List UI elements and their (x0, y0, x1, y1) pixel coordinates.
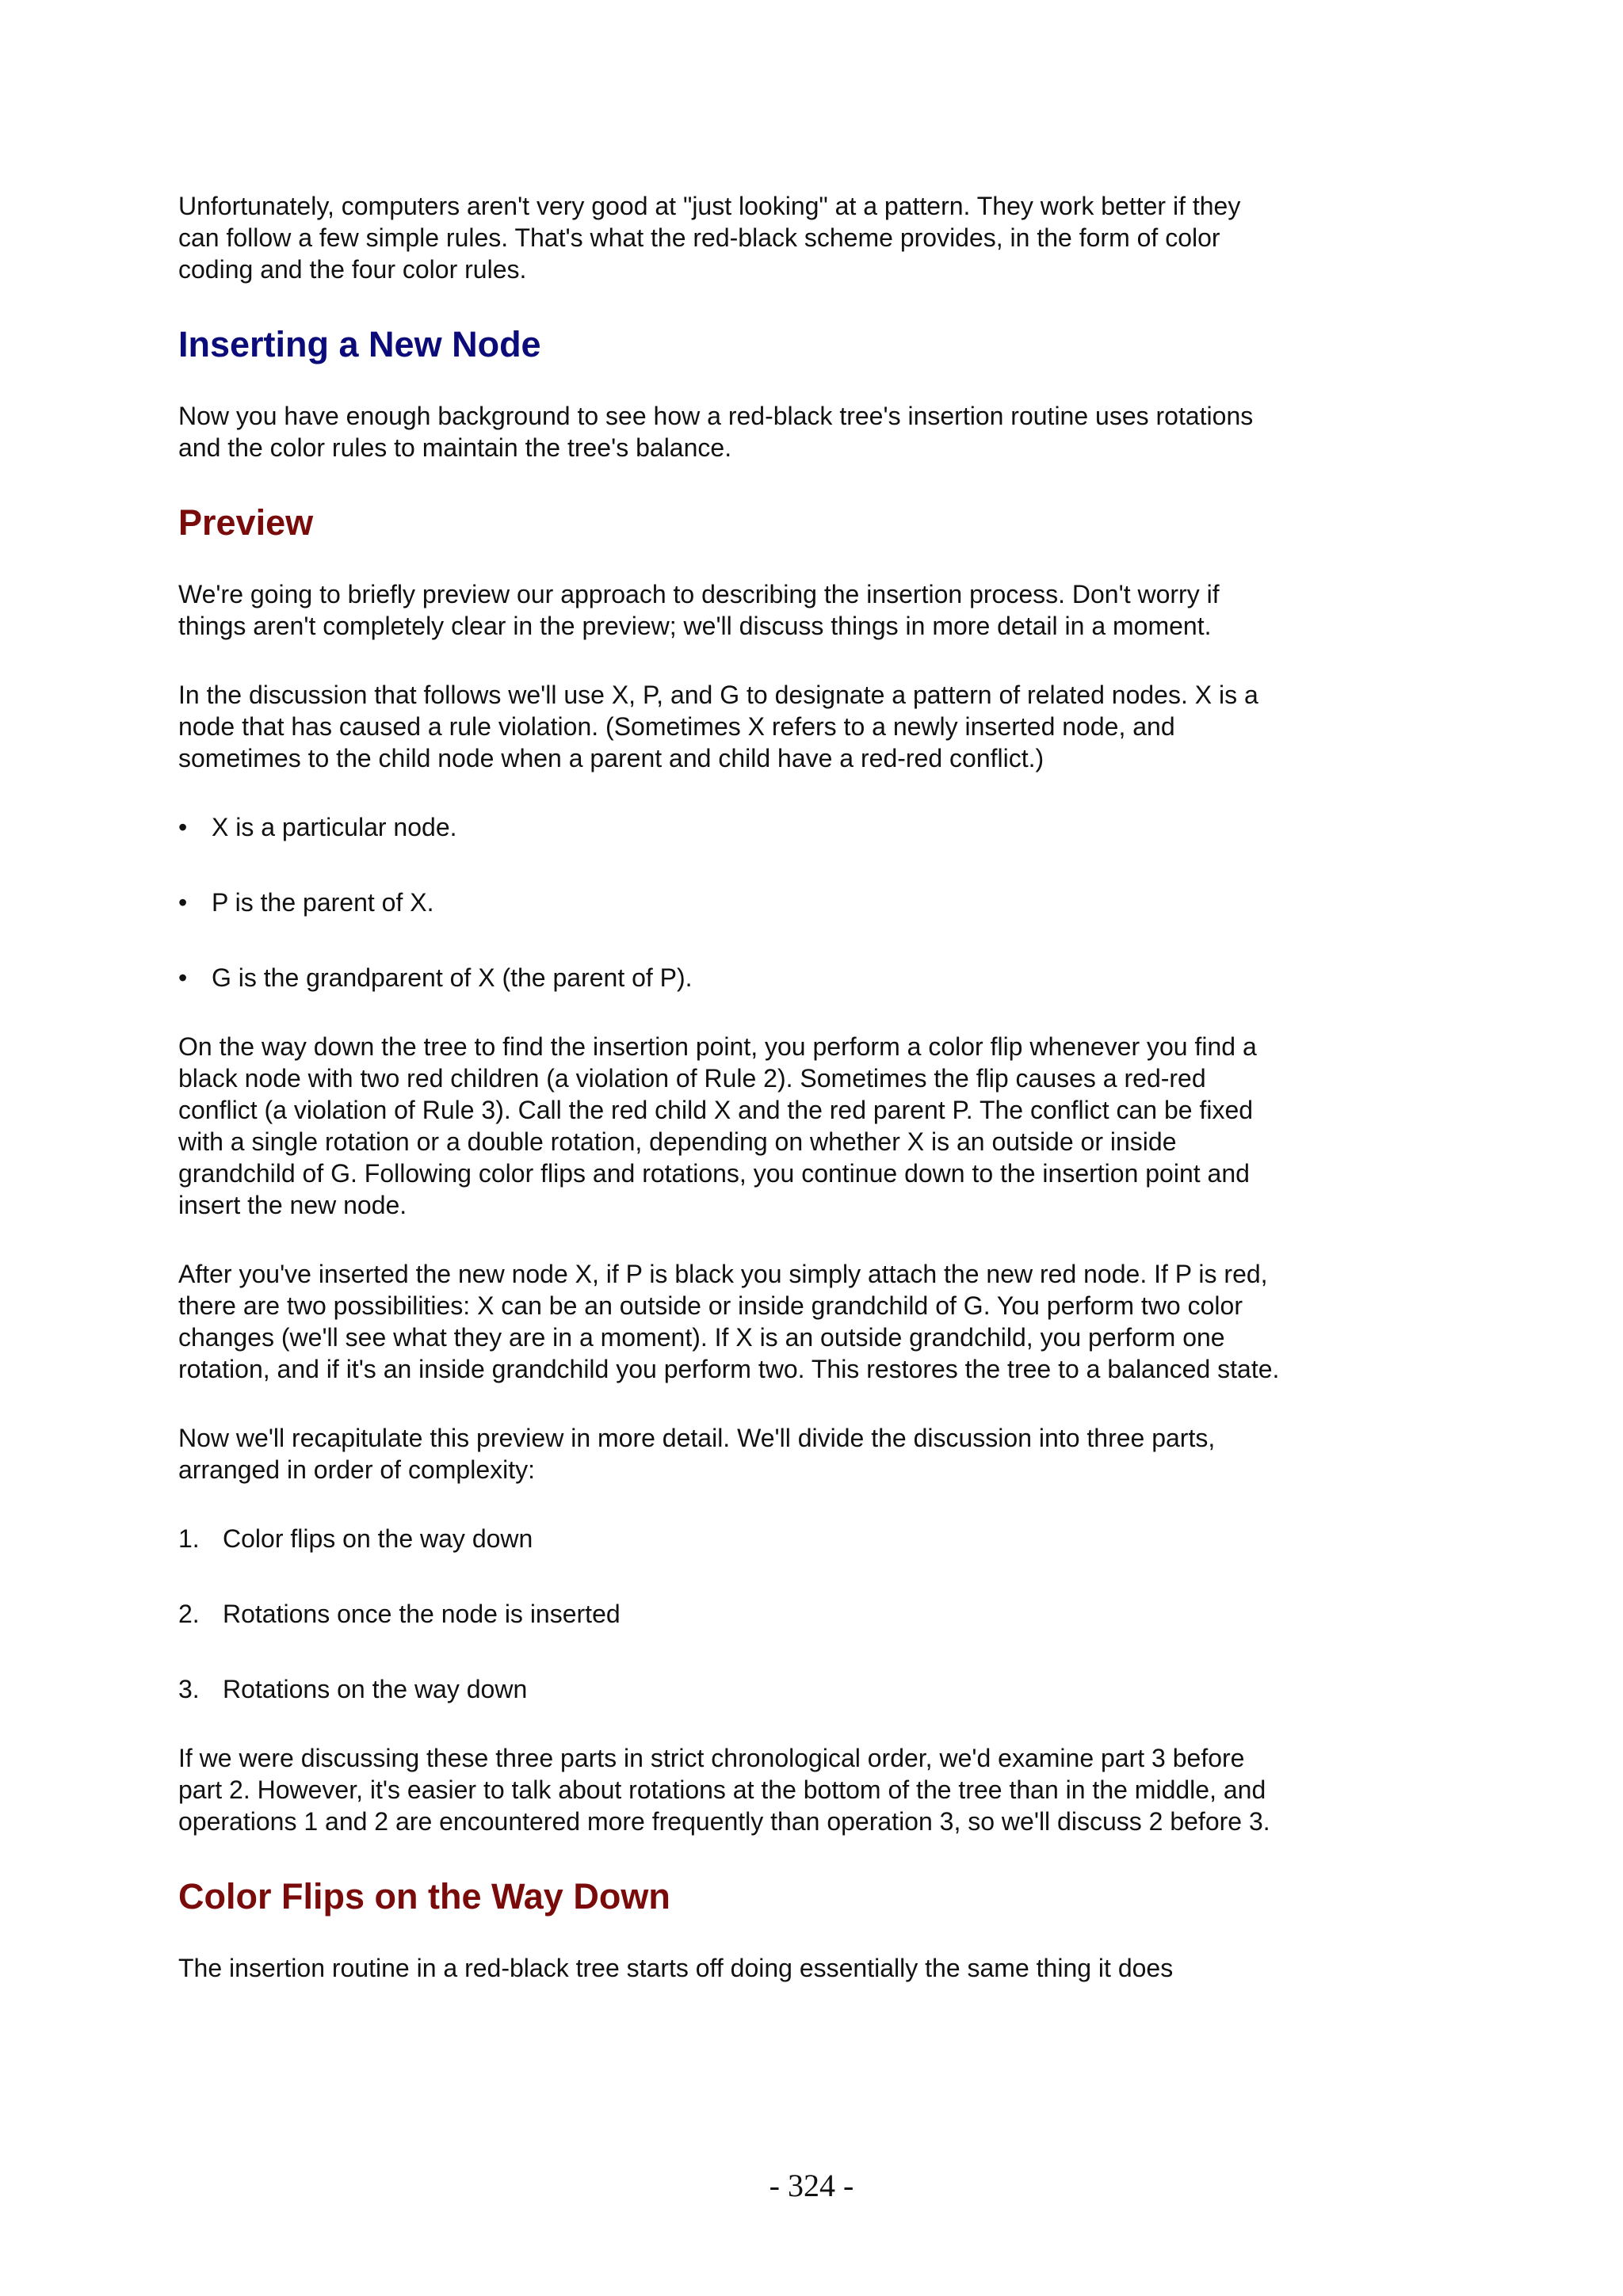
list-item (178, 1523, 1288, 1554)
discussion-parts-list (178, 1523, 1288, 1705)
preview-paragraph-1: We're going to briefly preview our approach to describing the insertion process. Don't worry if things aren't completely clear in the preview; we'll discuss things in more detail in a moment. (178, 580, 1220, 640)
document-page (178, 190, 1288, 2021)
heading-color-flips: Color Flips on the Way Down (178, 1876, 670, 1917)
step-number: 3. (178, 1675, 200, 1703)
step-number: 1. (178, 1524, 200, 1553)
step-text: Color flips on the way down (223, 1524, 533, 1553)
page-number: - 324 - (769, 2168, 854, 2203)
bullet-marker: • (178, 963, 188, 992)
preview-paragraph-2: In the discussion that follows we'll use X, P, and G to designate a pattern of related nodes. X is a node that has caused a rule violation. (Sometimes X refers to a newly inserted node, and sometimes to the child node when a parent and child have a red-red conflict.) (178, 681, 1258, 772)
list-item (178, 887, 1288, 918)
preview-paragraph-5: Now we'll recapitulate this preview in more detail. We'll divide the discussion into three parts, arranged in order of complexity: (178, 1424, 1216, 1484)
preview-paragraph-4: After you've inserted the new node X, if P is black you simply attach the new red node. If P is red, there are two possibilities: X can be an outside or inside grandchild of G. You perform two color changes (we'll see what they are in a moment). If X is an outside grandchild, you perform one rotation, and if it's an inside grandchild you perform two. This restores the tree to a balanced state. (178, 1260, 1280, 1383)
color-flips-paragraph: The insertion routine in a red-black tree starts off doing essentially the same thing it does (178, 1954, 1174, 1982)
inserting-paragraph: Now you have enough background to see how a red-black tree's insertion routine uses rotations and the color rules to maintain the tree's balance. (178, 402, 1254, 462)
bullet-marker: • (178, 813, 188, 841)
preview-closing-paragraph: If we were discussing these three parts in strict chronological order, we'd examine part 3 before part 2. However, it's easier to talk about rotations at the bottom of the tree than in the middle, and operations 1 and 2 are encountered more frequently than operation 3, so we'll discuss 2 before 3. (178, 1744, 1270, 1836)
bullet-text: G is the grandparent of X (the parent of P). (212, 963, 693, 992)
step-text: Rotations once the node is inserted (223, 1600, 621, 1628)
node-definition-list (178, 811, 1288, 994)
heading-inserting-new-node: Inserting a New Node (178, 324, 541, 364)
list-item (178, 962, 1288, 994)
list-item (178, 1598, 1288, 1630)
intro-paragraph: Unfortunately, computers aren't very good at "just looking" at a pattern. They work better if they can follow a few simple rules. That's what the red-black scheme provides, in the form of color coding and the four color rules. (178, 192, 1241, 284)
step-number: 2. (178, 1600, 200, 1628)
bullet-text: P is the parent of X. (212, 888, 434, 917)
bullet-marker: • (178, 888, 188, 917)
preview-paragraph-3: On the way down the tree to find the insertion point, you perform a color flip whenever you find a black node with two red children (a violation of Rule 2). Sometimes the flip causes a red-red conflict (a violation of Rule 3). Call the red child X and the red parent P. The conflict can be fixed with a single rotation or a double rotation, depending on whether X is an outside or inside grandchild of G. Following color flips and rotations, you continue down to the insertion point and insert the new node. (178, 1032, 1257, 1219)
list-item (178, 811, 1288, 843)
list-item (178, 1673, 1288, 1705)
step-text: Rotations on the way down (223, 1675, 528, 1703)
heading-preview: Preview (178, 502, 314, 543)
bullet-text: X is a particular node. (212, 813, 457, 841)
